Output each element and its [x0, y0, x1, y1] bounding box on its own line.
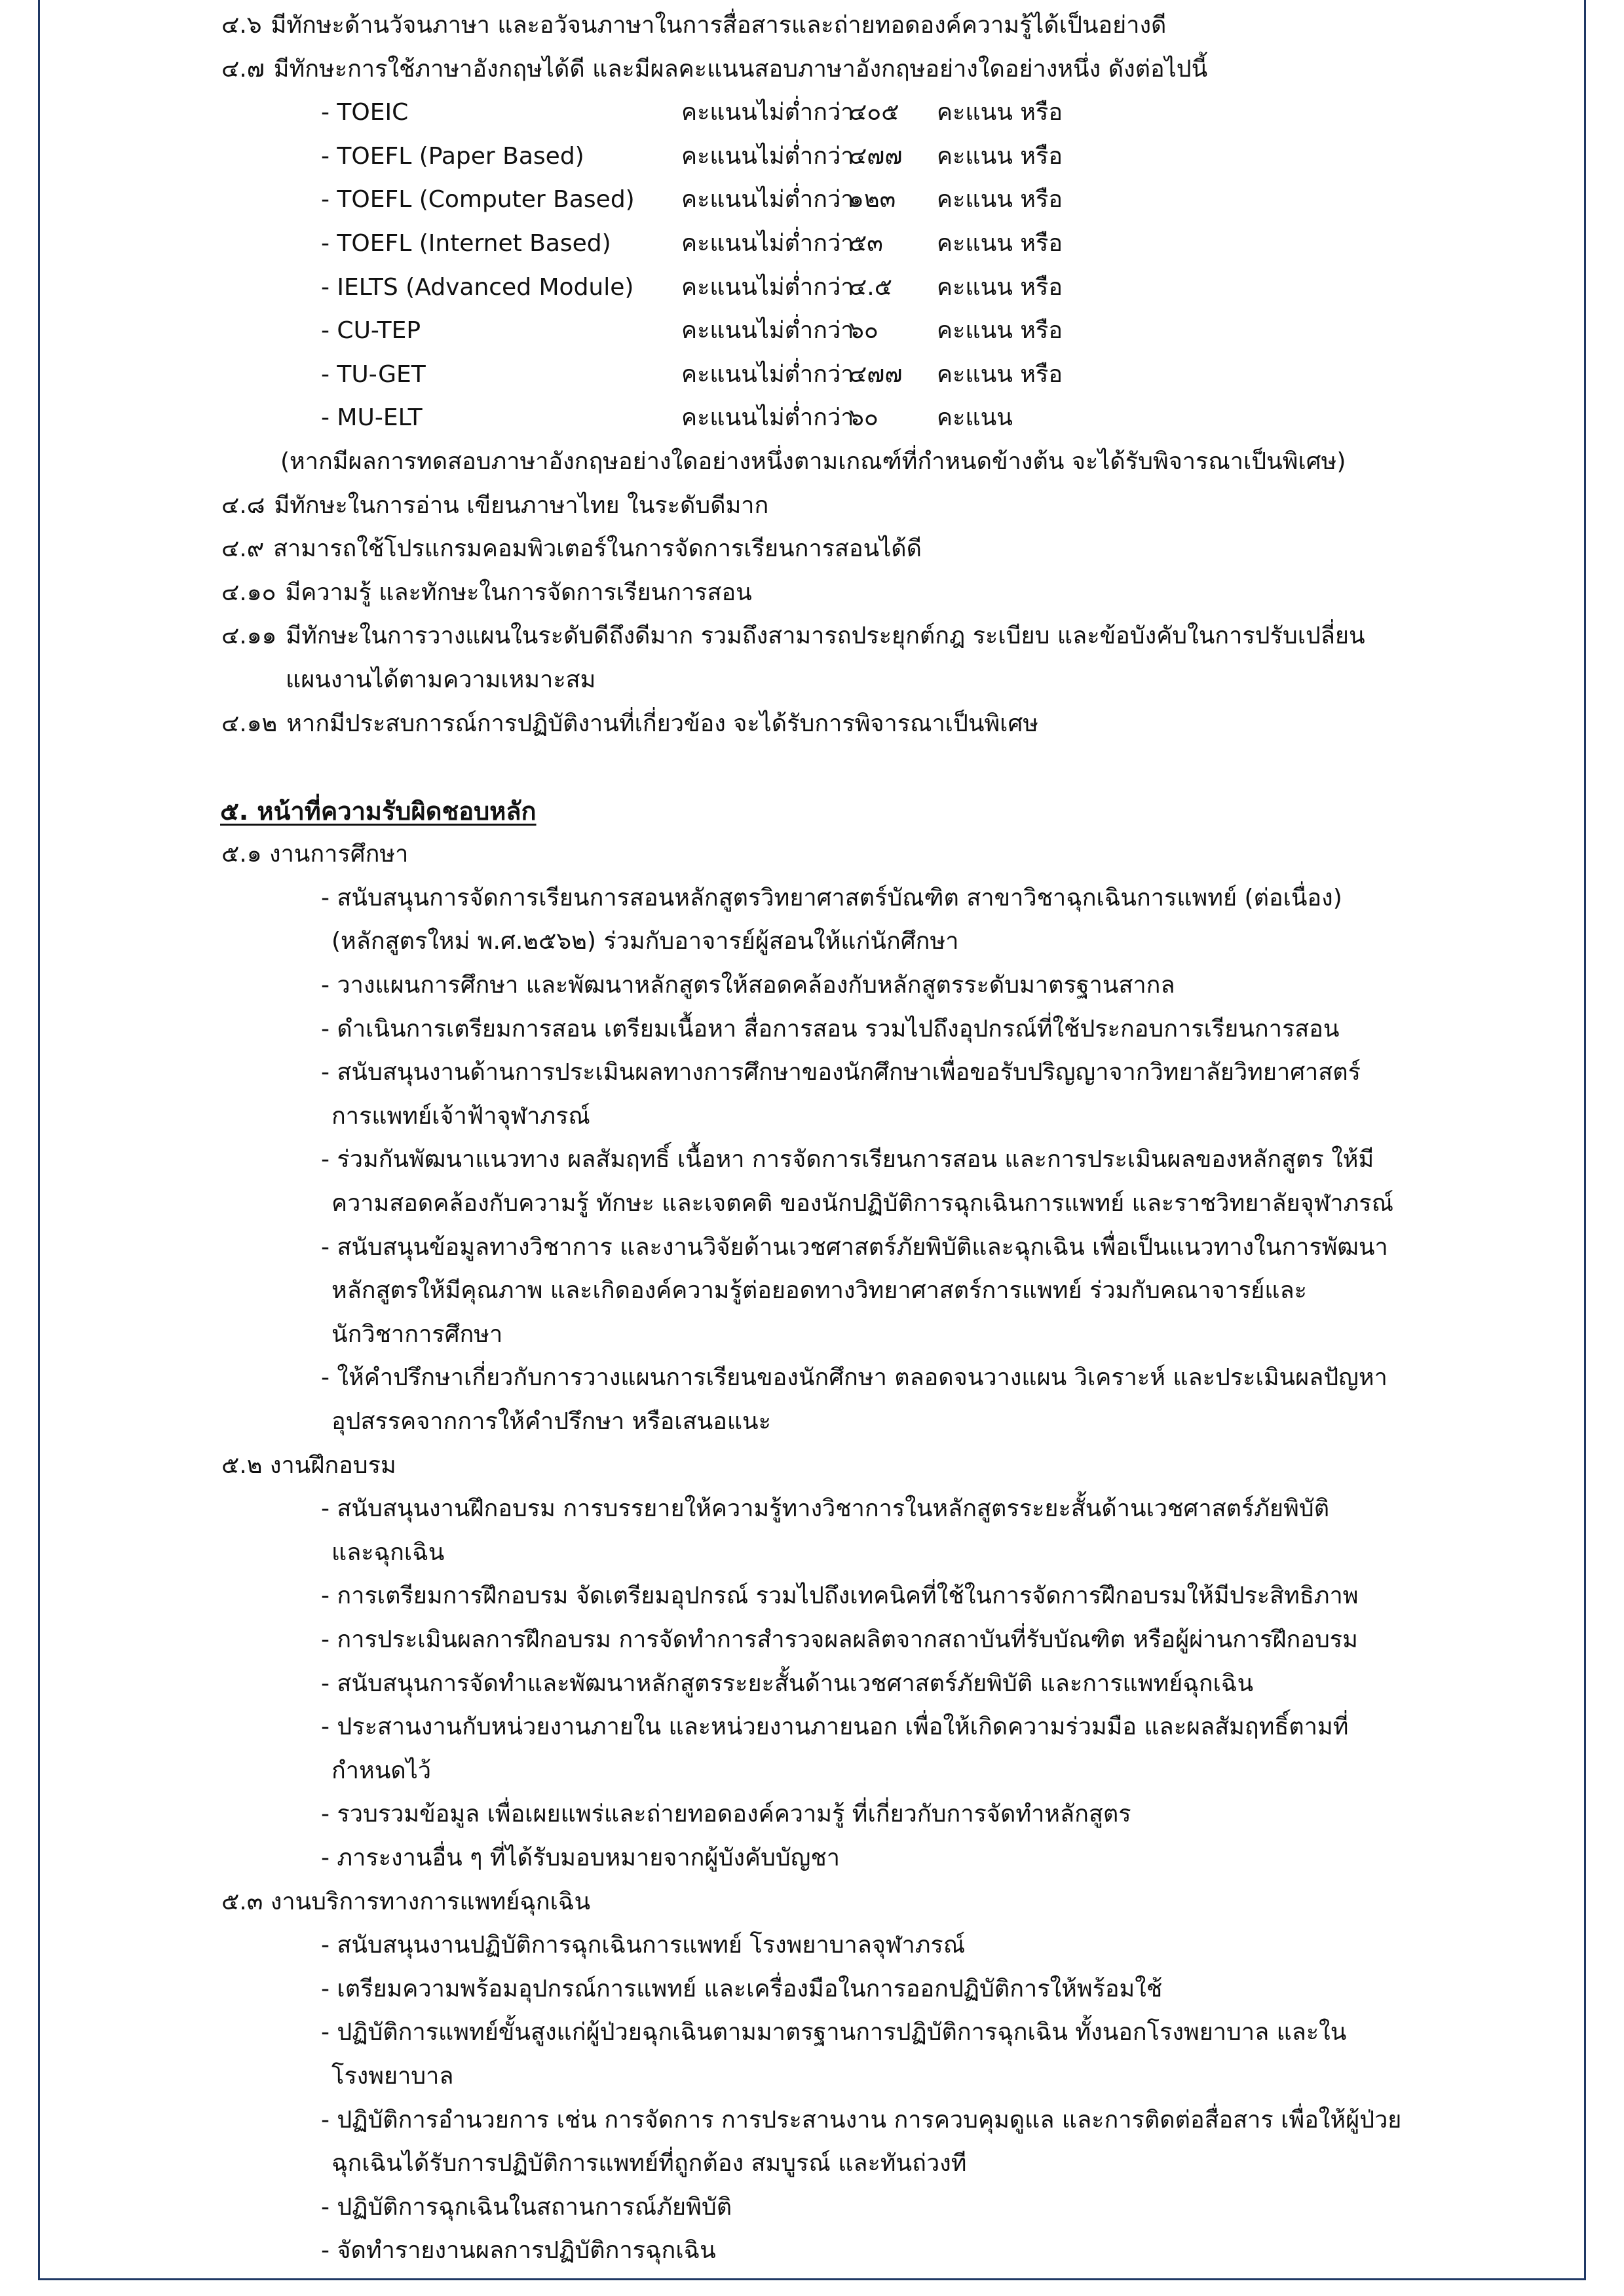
duty-item-line: - ปฏิบัติการฉุกเฉินในสถานการณ์ภัยพิบัติ [321, 2193, 732, 2221]
duty-item-line: - ปฏิบัติการแพทย์ขั้นสูงแก่ผู้ป่วยฉุกเฉินตามมาตรฐานการปฏิบัติการฉุกเฉิน ทั้งนอกโรงพยาบาล และใน [321, 2019, 1347, 2046]
duty-item [0, 1138, 1624, 1225]
test-row [0, 266, 1624, 310]
qualification-4-11-continued: แผนงานได้ตามความเหมาะสม [286, 666, 596, 693]
item-text: มีทักษะในการวางแผนในระดับดีถึงดีมาก รวมถึงสามารถประยุกต์กฎ ระเบียบ และข้อบังคับในการปรับเปลี่ยน [286, 622, 1365, 650]
duty-item [0, 2011, 1624, 2098]
test-score: ๕๓ [849, 229, 883, 257]
subsection-5-2-list [0, 1487, 1624, 1880]
duty-item-continuation: โรงพยาบาล [331, 2062, 454, 2090]
duty-item-line: - เตรียมความพร้อมอุปกรณ์การแพทย์ และเครื่องมือในการออกปฏิบัติการให้พร้อมใช้ [321, 1975, 1163, 2002]
duty-item-continuation: กำหนดไว้ [331, 1757, 432, 1784]
duty-item-line: - ประสานงานกับหน่วยงานภายใน และหน่วยงานภายนอก เพื่อให้เกิดความร่วมมือ และผลสัมฤทธิ์ตามที่ [321, 1713, 1349, 1741]
duty-item [0, 877, 1624, 964]
test-row [0, 222, 1624, 266]
duty-item [0, 1662, 1624, 1706]
duty-item [0, 1575, 1624, 1618]
test-min-label: คะแนนไม่ต่ำกว่า [681, 404, 854, 432]
qualification-4-7 [0, 48, 1624, 92]
duty-item [0, 1487, 1624, 1575]
item-text: มีความรู้ และทักษะในการจัดการเรียนการสอน [285, 579, 752, 606]
duty-item-continuation: อุปสรรคจากการให้คำปรึกษา หรือเสนอแนะ [331, 1408, 771, 1435]
duty-item [0, 1008, 1624, 1052]
test-min-label: คะแนนไม่ต่ำกว่า [681, 229, 854, 257]
qualification-4-9 [0, 527, 1624, 571]
qualification-4-11 [0, 615, 1624, 659]
item-number: ๔.๘ [221, 491, 265, 519]
duty-item-continuation: นักวิชาการศึกษา [331, 1320, 503, 1348]
duty-item-line: - รวบรวมข้อมูล เพื่อเผยแพร่และถ่ายทอดองค์ความรู้ ที่เกี่ยวกับการจัดทำหลักสูตร [321, 1801, 1131, 1828]
test-unit: คะแนน หรือ [937, 142, 1063, 170]
duty-item [0, 2229, 1624, 2273]
item-text: มีทักษะในการอ่าน เขียนภาษาไทย ในระดับดีมาก [274, 491, 769, 519]
duty-item-line: - สนับสนุนข้อมูลทางวิชาการ และงานวิจัยด้านเวชศาสตร์ภัยพิบัติและฉุกเฉิน เพื่อเป็นแนวทางในการพัฒนา [321, 1233, 1388, 1261]
test-row [0, 353, 1624, 397]
duty-item-line: - ดำเนินการเตรียมการสอน เตรียมเนื้อหา สื่อการสอน รวมไปถึงอุปกรณ์ที่ใช้ประกอบการเรียนการสอน [321, 1015, 1340, 1043]
duty-item-continuation: (หลักสูตรใหม่ พ.ศ.๒๕๖๒) ร่วมกับอาจารย์ผู้สอนให้แก่นักศึกษา [331, 928, 959, 955]
duty-item-line: - ภาระงานอื่น ๆ ที่ได้รับมอบหมายจากผู้บังคับบัญชา [321, 1844, 840, 1871]
test-unit: คะแนน [937, 404, 1013, 432]
item-number: ๔.๑๐ [221, 579, 276, 606]
section-5-heading: ๕. หน้าที่ความรับผิดชอบหลัก [220, 796, 537, 826]
test-score: ๑๒๓ [849, 186, 896, 214]
duty-item [0, 1051, 1624, 1138]
qualification-4-12 [0, 702, 1624, 746]
test-min-label: คะแนนไม่ต่ำกว่า [681, 186, 854, 214]
duty-item [0, 964, 1624, 1008]
test-name: - TU-GET [321, 360, 426, 388]
test-min-label: คะแนนไม่ต่ำกว่า [681, 317, 854, 345]
test-unit: คะแนน หรือ [937, 360, 1063, 388]
duty-item-line: - วางแผนการศึกษา และพัฒนาหลักสูตรให้สอดคล้องกับหลักสูตรระดับมาตรฐานสากล [321, 972, 1175, 999]
item-text: หากมีประสบการณ์การปฏิบัติงานที่เกี่ยวข้อง จะได้รับการพิจารณาเป็นพิเศษ [286, 710, 1039, 737]
duty-item-continuation: หลักสูตรให้มีคุณภาพ และเกิดองค์ความรู้ต่อยอดทางวิทยาศาสตร์การแพทย์ ร่วมกับคณาจารย์และ [331, 1277, 1307, 1305]
document-body [0, 4, 1624, 2273]
duty-item [0, 1356, 1624, 1444]
test-score: ๔๗๗ [849, 360, 903, 388]
duty-item-continuation: การแพทย์เจ้าฟ้าจุฬาภรณ์ [331, 1102, 590, 1130]
item-number: ๔.๖ [221, 12, 262, 39]
duty-item [0, 2099, 1624, 2186]
test-min-label: คะแนนไม่ต่ำกว่า [681, 360, 854, 388]
duty-item-continuation: ฉุกเฉินได้รับการปฏิบัติการแพทย์ที่ถูกต้อง สมบูรณ์ และทันถ่วงที [331, 2150, 967, 2177]
duty-item-continuation: และฉุกเฉิน [331, 1539, 445, 1566]
duty-item-line: - ปฏิบัติการอำนวยการ เช่น การจัดการ การประสานงาน การควบคุมดูแล และการติดต่อสื่อสาร เพื่อให้ผู้ป่วย [321, 2106, 1402, 2133]
item-number: ๔.๑๑ [221, 622, 277, 650]
duty-item-line: - สนับสนุนการจัดการเรียนการสอนหลักสูตรวิทยาศาสตร์บัณฑิต สาขาวิชาฉุกเฉินการแพทย์ (ต่อเนื่อง) [321, 884, 1342, 911]
duty-item-continuation: ความสอดคล้องกับความรู้ ทักษะ และเจตคติ ของนักปฏิบัติการฉุกเฉินการแพทย์ และราชวิทยาลัยจุฬาภรณ์ [331, 1190, 1394, 1217]
test-min-label: คะแนนไม่ต่ำกว่า [681, 273, 854, 301]
duty-item-line: - ร่วมกันพัฒนาแนวทาง ผลสัมฤทธิ์ เนื้อหา การจัดการเรียนการสอน และการประเมินผลของหลักสูตร ให้มี [321, 1146, 1374, 1174]
test-row [0, 396, 1624, 440]
qualification-4-8 [0, 484, 1624, 528]
english-test-list [0, 91, 1624, 440]
subsection-5-2-title: ๕.๒ งานฝึกอบรม [221, 1451, 396, 1479]
test-name: - TOEIC [321, 99, 409, 126]
tests-note: (หากมีผลการทดสอบภาษาอังกฤษอย่างใดอย่างหนึ่งตามเกณฑ์ที่กำหนดข้างต้น จะได้รับพิจารณาเป็นพิเศษ) [280, 448, 1346, 475]
test-score: ๖๐ [849, 404, 878, 432]
item-text: สามารถใช้โปรแกรมคอมพิวเตอร์ในการจัดการเรียนการสอนได้ดี [273, 535, 922, 563]
duty-item-line: - การประเมินผลการฝึกอบรม การจัดทำการสำรวจผลผลิตจากสถาบันที่รับบัณฑิต หรือผู้ผ่านการฝึกอบรม [321, 1626, 1358, 1653]
duty-item [0, 1793, 1624, 1837]
duty-item [0, 1706, 1624, 1793]
duty-item [0, 1924, 1624, 1968]
test-name: - TOEFL (Internet Based) [321, 229, 611, 257]
test-unit: คะแนน หรือ [937, 99, 1063, 126]
test-row [0, 178, 1624, 222]
duty-item-line: - ให้คำปรึกษาเกี่ยวกับการวางแผนการเรียนของนักศึกษา ตลอดจนวางแผน วิเคราะห์ และประเมินผลปัญหา [321, 1364, 1388, 1392]
item-text: มีทักษะการใช้ภาษาอังกฤษได้ดี และมีผลคะแนนสอบภาษาอังกฤษอย่างใดอย่างหนึ่ง ดังต่อไปนี้ [273, 55, 1208, 83]
test-unit: คะแนน หรือ [937, 317, 1063, 345]
duty-item-line: - สนับสนุนงานด้านการประเมินผลทางการศึกษาของนักศึกษาเพื่อขอรับปริญญาจากวิทยาลัยวิทยาศาสตร์ [321, 1059, 1361, 1086]
qualification-4-10 [0, 571, 1624, 615]
subsection-5-1-list [0, 877, 1624, 1444]
duty-item [0, 2186, 1624, 2230]
test-row [0, 91, 1624, 135]
item-text: มีทักษะด้านวัจนภาษา และอวัจนภาษาในการสื่อสารและถ่ายทอดองค์ความรู้ได้เป็นอย่างดี [271, 12, 1167, 39]
duty-item [0, 1837, 1624, 1881]
item-number: ๔.๙ [221, 535, 265, 563]
test-score: ๔.๕ [849, 273, 892, 301]
test-row [0, 309, 1624, 353]
test-name: - CU-TEP [321, 317, 421, 345]
qualification-4-6 [0, 4, 1624, 48]
test-name: - IELTS (Advanced Module) [321, 273, 634, 301]
subsection-5-3-list [0, 1924, 1624, 2273]
duty-item-line: - การเตรียมการฝึกอบรม จัดเตรียมอุปกรณ์ รวมไปถึงเทคนิคที่ใช้ในการจัดการฝึกอบรมให้มีประสิทธิภาพ [321, 1582, 1359, 1610]
duty-item-line: - จัดทำรายงานผลการปฏิบัติการฉุกเฉิน [321, 2237, 716, 2265]
test-unit: คะแนน หรือ [937, 273, 1063, 301]
spacer [0, 746, 1624, 790]
item-number: ๔.๗ [221, 55, 265, 83]
test-unit: คะแนน หรือ [937, 186, 1063, 214]
test-score: ๖๐ [849, 317, 878, 345]
test-min-label: คะแนนไม่ต่ำกว่า [681, 99, 854, 126]
test-score: ๔๐๕ [849, 99, 899, 126]
test-row [0, 135, 1624, 179]
test-unit: คะแนน หรือ [937, 229, 1063, 257]
test-name: - MU-ELT [321, 404, 423, 432]
subsection-5-3-title: ๕.๓ งานบริการทางการแพทย์ฉุกเฉิน [221, 1888, 591, 1915]
test-name: - TOEFL (Paper Based) [321, 142, 584, 170]
duty-item-line: - สนับสนุนงานปฏิบัติการฉุกเฉินการแพทย์ โรงพยาบาลจุฬาภรณ์ [321, 1932, 966, 1959]
duty-item [0, 1226, 1624, 1357]
duty-item [0, 1618, 1624, 1662]
subsection-5-1-title: ๕.๑ งานการศึกษา [221, 841, 409, 868]
test-name: - TOEFL (Computer Based) [321, 186, 635, 214]
test-score: ๔๗๗ [849, 142, 903, 170]
duty-item-line: - สนับสนุนการจัดทำและพัฒนาหลักสูตรระยะสั้นด้านเวชศาสตร์ภัยพิบัติ และการแพทย์ฉุกเฉิน [321, 1670, 1254, 1697]
duty-item [0, 1968, 1624, 2012]
test-min-label: คะแนนไม่ต่ำกว่า [681, 142, 854, 170]
duty-item-line: - สนับสนุนงานฝึกอบรม การบรรยายให้ความรู้ทางวิชาการในหลักสูตรระยะสั้นด้านเวชศาสตร์ภัยพิบัติ [321, 1495, 1330, 1523]
item-number: ๔.๑๒ [221, 710, 278, 737]
